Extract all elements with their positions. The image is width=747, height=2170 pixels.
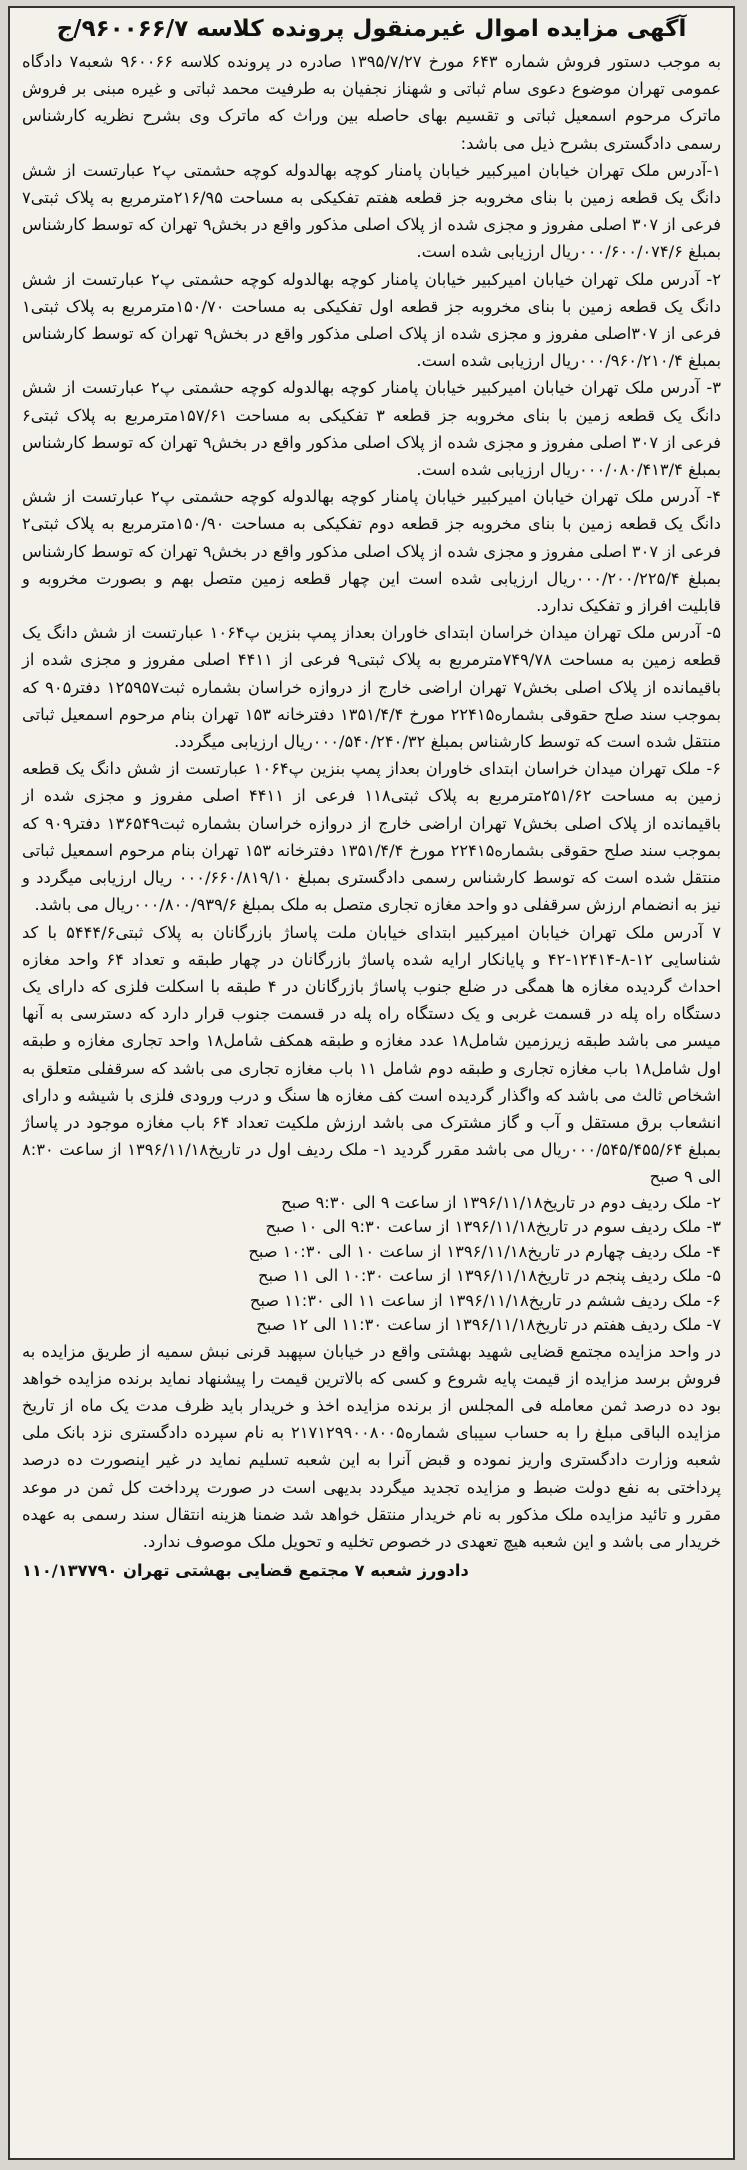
signature-line: دادورز شعبه ۷ مجتمع قضایی بهشتی تهران ۱۱۰/۱۳۷۷۹۰ bbox=[22, 1561, 469, 1581]
schedule-row-7: ۷- ملک ردیف هفتم در تاریخ۱۳۹۶/۱۱/۱۸ از ساعت ۱۱:۳۰ الی ۱۲ صبح bbox=[256, 1315, 721, 1335]
intro-paragraph: به موجب دستور فروش شماره ۶۴۳ مورخ ۱۳۹۵/۷/۲۷ صادره در پرونده کلاسه ۹۶۰۰۶۶ شعبه۷ دادگاه عمومی تهران موضوع دعوی سام ثباتی و شهناز نجفیان به طرفیت محمد ثباتی و غیره مبنی بر فروش ماترک مرحوم اسمعیل ثباتی و تقسیم بهای حاصله بین وراث که ماترک وی بشرح نظریه کارشناس رسمی دادگستری بشرح ذیل می باشد: bbox=[22, 52, 721, 153]
schedule-row-5: ۵- ملک ردیف پنجم در تاریخ۱۳۹۶/۱۱/۱۸ از ساعت ۱۰:۳۰ الی ۱۱ صبح bbox=[258, 1266, 721, 1286]
schedule-row-2: ۲- ملک ردیف دوم در تاریخ۱۳۹۶/۱۱/۱۸ از ساعت ۹ الی ۹:۳۰ صبح bbox=[281, 1192, 721, 1212]
property-item-7: ۷ آدرس ملک تهران خیابان امیرکبیر ابتدای خیابان ملت پاساژ بازرگانان به پلاک ثبتی۵۴۴۴/۶ با کد شناسایی ۱۲-۸-۱۲۴۱۴-۴۲ و پایانکار ارایه شده پاساژ بازرگانان در چهار طبقه و تعداد ۶۴ واحد مغازه احداث گردیده مغازه ها همگی در ضلع جنوب پاساژ بازرگانان در ۴ طبقه با اسکلت فلزی که دارای یک دستگاه راه پله در قسمت غربی و یک دستگاه راه پله در قسمت جنوب قرار دارد که دسترسی به آنها میسر می باشد طبقه زیرزمین شامل۱۸ عدد مغازه و طبقه همکف شامل۱۸ واحد تجاری مغازه و طبقه اول شامل۱۸ باب مغازه تجاری و طبقه دوم شامل ۱۱ باب مغازه تجاری می باشد که سرقفلی متعلق به اشخاص ثالث می باشد که واگذار گردیده است کف مغازه ها سنگ و درب ورودی فلزی با شیشه و دارای انشعاب برق مستقل و آب و گاز مشترک می باشد ارزش ملکیت تعداد ۶۴ باب مغازه موجود در پاساژ بمبلغ ۰۰۰/۵۴۵/۴۵۵/۶۴ریال می باشد مقرر گردید ۱- ملک ردیف اول در تاریخ۱۳۹۶/۱۱/۱۸ از ساعت ۸:۳۰ الی ۹ صبح bbox=[22, 922, 722, 1187]
schedule-row-3: ۳- ملک ردیف سوم در تاریخ۱۳۹۶/۱۱/۱۸ از ساعت ۹:۳۰ الی ۱۰ صبح bbox=[265, 1217, 721, 1237]
auction-schedule bbox=[22, 1191, 721, 1338]
auction-conditions: در واحد مزایده مجتمع قضایی شهید بهشتی واقع در خیابان سپهبد قرنی نبش سمیه از طریق مزایده به فروش برسد مزایده از قیمت پایه شروع و کسی که بالاترین قیمت را پیشنهاد نماید برنده مزایده خواهد بود ده درصد ثمن معامله فی المجلس از برنده مزایده اخذ و خریدار باید ظرف مدت یک ماه از تاریخ مزایده الباقی مبلغ را به حساب سیبای شماره۲۱۷۱۲۹۹۰۰۸۰۰۵ به نام سپرده دادگستری نزد بانک ملی شعبه وزارت دادگستری واریز نموده و قبض آنرا به این شعبه تسلیم نماید در غیر اینصورت ده درصد پرداختی به نفع دولت ضبط و مزایده تجدید میگردد بدیهی است در صورت پرداخت کل ثمن در موعد مقرر و تائید مزایده ملک مذکور به نام خریدار منتقل خواهد شد ضمنا هزینه انتقال سند رسمی به عهده خریدار می باشد و این شعبه هیچ تعهدی در خصوص تخلیه و تحویل ملک موصوف ندارد. bbox=[22, 1341, 721, 1551]
property-item-6: ۶- ملک تهران میدان خراسان ابتدای خاوران بعداز پمپ بنزین پ۱۰۶۴ عبارتست از شش دانگ یک قطعه زمین به مساحت ۲۵۱/۶۲مترمربع به پلاک ثبتی۱۱۸ فرعی از ۴۴۱۱ اصلی مفروز و مجزی شده از باقیمانده از پلاک اصلی بخش۷ تهران اراضی خارج از دروازه خراسان بشماره ثبت۱۳۶۵۴۹ دفتر۹۰۹ که بموجب سند صلح حقوقی بشماره۲۲۴۱۵ مورخ ۱۳۵۱/۴/۴ دفترخانه ۱۵۳ تهران بنام مرحوم اسمعیل ثباتی منتقل شده است که توسط کارشناس رسمی دادگستری بمبلغ ۰۰۰/۶۶۰/۸۱۹/۱۰ ریال ارزیابی میگردد و نیز به انضمام ارزش سرقفلی دو واحد مغازه تجاری متصل به ملک بمبلغ ۰۰۰/۸۰۰/۹۳۹/۶ریال می باشد. bbox=[22, 759, 722, 915]
property-item-5: ۵- آدرس ملک تهران میدان خراسان ابتدای خاوران بعداز پمپ بنزین پ۱۰۶۴ عبارتست از شش دانگ یک قطعه زمین به مساحت ۷۴۹/۷۸مترمربع به پلاک ثبتی۹ فرعی از ۴۴۱۱ اصلی مفروز و مجزی شده از باقیمانده از پلاک اصلی بخش۷ تهران اراضی خارج از دروازه خراسان بشماره ثبت۱۲۵۹۵۷ دفتر۹۰۵ که بموجب سند صلح حقوقی بشماره۲۲۴۱۵ مورخ ۱۳۵۱/۴/۴ دفترخانه ۱۵۳ تهران بنام مرحوم اسمعیل ثباتی منتقل شده است که توسط کارشناس بمبلغ ۰۰۰/۵۴۰/۲۴۰/۳۲ریال ارزیابی میگردد. bbox=[22, 623, 722, 752]
notice-title: آگهی مزایده اموال غیرمنقول پرونده کلاسه ۹۶۰۰۶۶/۷/ج bbox=[56, 16, 687, 42]
auction-notice bbox=[8, 6, 735, 2160]
property-item-4: ۴- آدرس ملک تهران خیابان امیرکبیر خیابان پامنار کوچه بهالدوله کوچه حشمتی پ۲ عبارتست از شش دانگ یک قطعه زمین با بنای مخروبه جز قطعه دوم تفکیکی به مساحت ۱۵۰/۹۰مترمربع به پلاک ثبتی۲ فرعی از ۳۰۷ اصلی مفروز و مجزی شده از پلاک اصلی مذکور واقع در بخش۹ تهران که توسط کارشناس بمبلغ ۰۰۰/۲۰۰/۲۲۵/۴ریال ارزیابی شده است این چهار قطعه زمین متصل بهم و بصورت مخروبه و قابلیت افراز و تفکیک ندارد. bbox=[22, 487, 721, 616]
property-item-1: ۱-آدرس ملک تهران خیابان امیرکبیر خیابان پامنار کوچه بهالدوله کوچه حشمتی پ۲ عبارتست از شش دانگ یک قطعه زمین با بنای مخروبه جز قطعه هفتم تفکیکی به مساحت ۲۱۶/۹۵مترمربع به پلاک ثبتی۷ فرعی از ۳۰۷ اصلی مفروز و مجزی شده از پلاک اصلی مذکور واقع در بخش۹ تهران که توسط کارشناس بمبلغ ۰۰۰/۶۰۰/۰۷۴/۶ریال ارزیابی شده است. bbox=[22, 160, 721, 262]
property-item-3: ۳- آدرس ملک تهران خیابان امیرکبیر خیابان پامنار کوچه بهالدوله کوچه حشمتی پ۲ عبارتست از شش دانگ یک قطعه زمین با بنای مخروبه جز قطعه ۳ تفکیکی به مساحت ۱۵۷/۶۱مترمربع به پلاک ثبتی۶ فرعی از ۳۰۷ اصلی مفروز و مجزی شده از پلاک اصلی مذکور واقع در بخش۹ تهران که توسط کارشناس بمبلغ ۰۰۰/۰۸۰/۴۱۳/۴ریال ارزیابی شده است. bbox=[22, 378, 722, 480]
property-item-2: ۲- آدرس ملک تهران خیابان امیرکبیر خیابان پامنار کوچه بهالدوله کوچه حشمتی پ۲ عبارتست از شش دانگ یک قطعه زمین با بنای مخروبه جز قطعه اول تفکیکی به مساحت ۱۵۰/۷۰مترمربع به پلاک ثبتی۱ فرعی از ۳۰۷اصلی مفروز و مجزی شده از پلاک اصلی مذکور واقع در بخش۹ تهران که توسط کارشناس بمبلغ ۰۰۰/۹۶۰/۲۱۰/۴ریال ارزیابی شده است. bbox=[22, 269, 721, 371]
schedule-row-6: ۶- ملک ردیف ششم در تاریخ۱۳۹۶/۱۱/۱۸ از ساعت ۱۱ الی ۱۱:۳۰ صبح bbox=[249, 1290, 721, 1310]
schedule-row-4: ۴- ملک ردیف چهارم در تاریخ۱۳۹۶/۱۱/۱۸ از ساعت ۱۰ الی ۱۰:۳۰ صبح bbox=[248, 1241, 721, 1261]
